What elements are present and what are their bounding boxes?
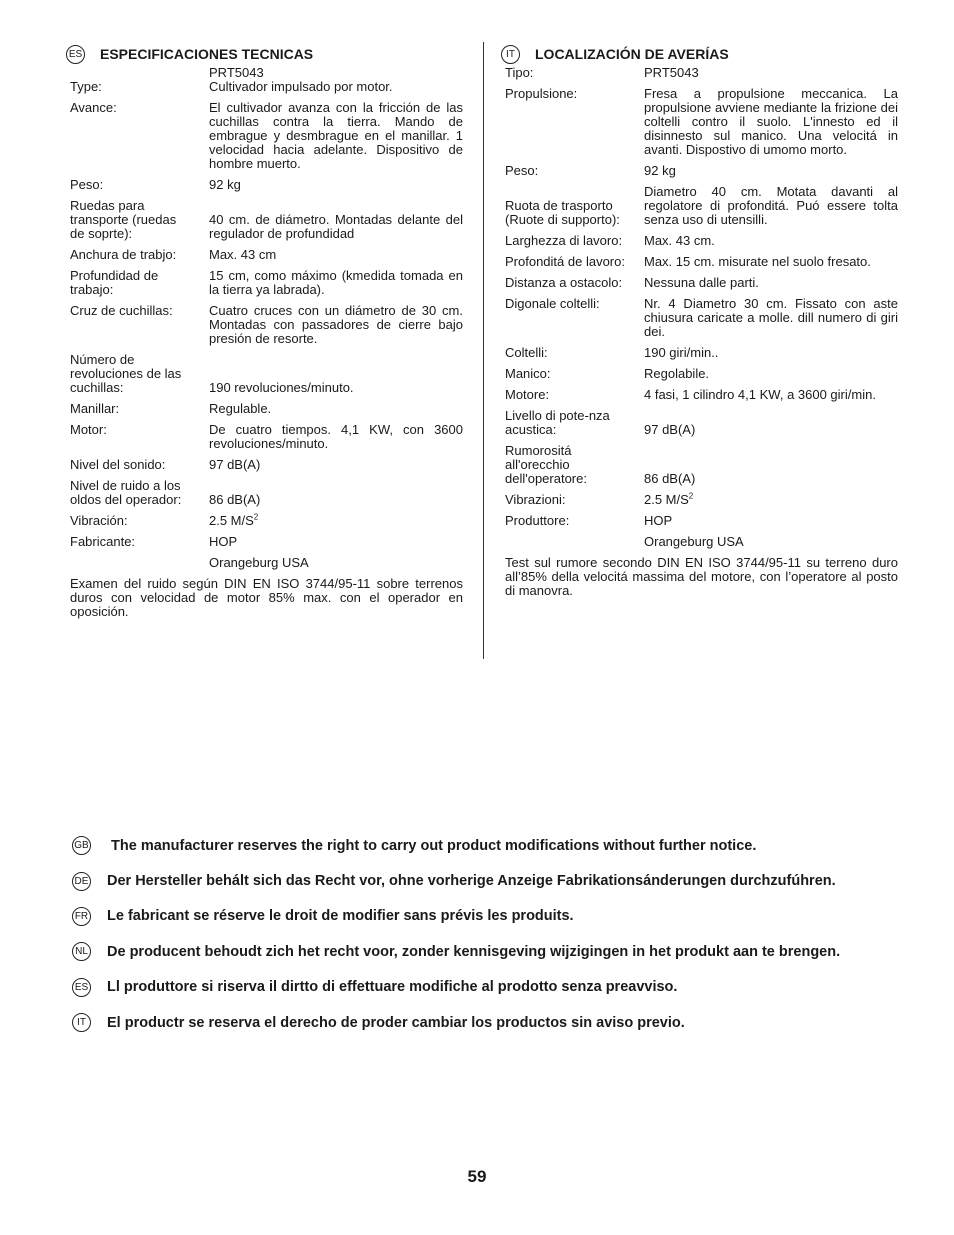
spec-value-text: [644, 388, 898, 402]
section-title-it: LOCALIZACIÓN DE AVERÍAS: [535, 46, 729, 62]
language-badge: DE: [72, 872, 91, 891]
spec-value: [209, 514, 463, 528]
spec-label-text: Cruz de cuchillas:: [70, 303, 173, 318]
spec-value: [644, 87, 898, 157]
spec-label: [505, 535, 644, 549]
spec-value-text: [209, 423, 463, 451]
language-badge: GB: [72, 836, 91, 855]
spec-label: [70, 101, 209, 171]
spec-label-text: Ruota de trasporto (Ruote di supporto):: [505, 198, 620, 227]
spec-label-text: Digonale coltelli:: [505, 296, 600, 311]
spec-value-main: 97 dB(A): [209, 457, 261, 472]
spec-value: [644, 164, 898, 178]
spec-column-es: [70, 42, 463, 619]
spec-label-text: Nivel de ruido a los oldos del operador:: [70, 478, 182, 507]
spec-label: [505, 444, 644, 486]
spec-label: [70, 199, 209, 241]
spec-value-main: El cultivador avanza con la fricción de las cuchillas contra la tierra. Mando de embrague y desmbrague en el manillar. 1 velocidad hacia adelante. Dispositivo de hombre muerto.: [209, 100, 463, 171]
spec-label: [505, 164, 644, 178]
spec-row: [70, 178, 463, 192]
notice-row: [72, 828, 902, 863]
spec-label-text: Anchura de trabjo:: [70, 247, 177, 262]
spec-value: [209, 199, 463, 241]
spec-value-text: [209, 458, 463, 472]
spec-value: [644, 185, 898, 227]
spec-value-text: [209, 178, 463, 192]
spec-value-main: PRT5043: [644, 65, 699, 80]
notice-text: The manufacturer reserves the right to carry out product modifications without further notice.: [107, 837, 757, 854]
spec-label: [505, 66, 644, 80]
noise-note-it: Test sul rumore secondo DIN EN ISO 3744/95-11 su terreno duro all’85% della velocitá massima del motore, con l’operatore al posto di manovra.: [505, 555, 898, 598]
spec-value-text: [644, 346, 898, 360]
notice-row: [72, 1005, 902, 1040]
spec-value: [644, 234, 898, 248]
spec-value-text: [209, 304, 463, 346]
spec-label-text: Peso:: [505, 163, 539, 178]
spec-label-text: Rumorositá all'orecchio dell'operatore:: [505, 443, 587, 486]
spec-value: [209, 458, 463, 472]
spec-value: [644, 66, 898, 80]
spec-value-main: De cuatro tiempos. 4,1 KW, con 3600 revoluciones/minuto.: [209, 422, 463, 451]
spec-value-main: 4 fasi, 1 cilindro 4,1 KW, a 3600 giri/min.: [644, 387, 876, 402]
spec-value-text: [209, 493, 463, 507]
superscript: 2: [688, 491, 694, 501]
noise-note-es: Examen del ruido según DIN EN ISO 3744/95-11 sobre terrenos duros con velocidad de motor 85% max. con el operador en oposición.: [70, 576, 463, 619]
spec-value-text: [644, 367, 898, 381]
spec-row: [70, 402, 463, 416]
spec-row: [70, 353, 463, 395]
spec-value-main: 190 revoluciones/minuto.: [209, 380, 354, 395]
spec-row: [505, 66, 898, 80]
language-badge: NL: [72, 942, 91, 961]
section-heading-es: [66, 42, 463, 66]
spec-value-text: [644, 493, 898, 507]
notice-text: Der Hersteller behált sich das Recht vor, ohne vorherige Anzeige Fabrikationsánderungen durchzufúhren.: [107, 873, 836, 890]
spec-row: [70, 248, 463, 262]
spec-label: [505, 409, 644, 437]
spec-label: [70, 178, 209, 192]
spec-value: [209, 101, 463, 171]
spec-value: [644, 297, 898, 339]
notice-text: Ll produttore si riserva il dirtto di effettuare modifiche al prodotto senza preavviso.: [107, 979, 678, 996]
spec-row: [505, 346, 898, 360]
spec-value: [644, 514, 898, 528]
spec-row: [505, 185, 898, 227]
spec-value-main: PRT5043 Cultivador impulsado por motor.: [209, 65, 393, 94]
spec-value-main: Fresa a propulsione meccanica. La propulsione avviene mediante la frizione dei coltelli contro il suolo. L'innesto ed il disinnesto sul manico. Una velocitá in avanti. Dispostivo di umomo morto.: [644, 86, 898, 157]
spec-label: [505, 234, 644, 248]
spec-row: [505, 234, 898, 248]
spec-value-text: [209, 101, 463, 171]
spec-value-text: [644, 87, 898, 157]
spec-label-text: Manillar:: [70, 401, 120, 416]
spec-label: [70, 269, 209, 297]
spec-value-main: Diametro 40 cm. Motata davanti al regolatore di profonditá. Puó essere tolta senza uso di utensilli.: [644, 184, 898, 227]
spec-label-text: Distanza a ostacolo:: [505, 275, 623, 290]
spec-label: [505, 276, 644, 290]
spec-value-text: [209, 535, 463, 549]
spec-label-text: Motor:: [70, 422, 107, 437]
spec-value-main: 15 cm, como máximo (kmedida tomada en la tierra ya labrada).: [209, 268, 463, 297]
notice-row: [72, 863, 902, 898]
language-badge-it: IT: [501, 45, 520, 64]
spec-value: [644, 444, 898, 486]
spec-value-main: HOP: [644, 513, 673, 528]
language-badge-es: ES: [66, 45, 85, 64]
spec-label-text: Manico:: [505, 366, 551, 381]
spec-row: [70, 269, 463, 297]
spec-value-text: [644, 276, 898, 290]
section-title-es: ESPECIFICACIONES TECNICAS: [100, 46, 314, 62]
spec-value-text: [644, 535, 898, 549]
spec-value: [209, 556, 463, 570]
spec-label: [70, 535, 209, 549]
spec-value-text: [644, 423, 898, 437]
spec-row: [70, 479, 463, 507]
spec-label-text: Vibración:: [70, 513, 128, 528]
spec-row: [70, 535, 463, 549]
spec-value: [209, 479, 463, 507]
spec-value-main: 190 giri/min..: [644, 345, 719, 360]
spec-label: [505, 493, 644, 507]
spec-value-main: Max. 15 cm. misurate nel suolo fresato.: [644, 254, 871, 269]
spec-label: [70, 353, 209, 395]
spec-row: [505, 276, 898, 290]
spec-value-main: 86 dB(A): [644, 471, 696, 486]
spec-label: [505, 297, 644, 339]
spec-column-it: [505, 42, 898, 598]
page-number: 59: [467, 1167, 487, 1186]
spec-value-main: 2.5 M/S: [644, 492, 689, 507]
spec-value: [644, 409, 898, 437]
spec-row: [505, 87, 898, 157]
notice-row: [72, 899, 902, 934]
spec-value-text: [644, 185, 898, 227]
spec-label: [70, 423, 209, 451]
spec-label-text: Larghezza di lavoro:: [505, 233, 623, 248]
spec-value: [209, 402, 463, 416]
spec-row: [505, 388, 898, 402]
language-badge: IT: [72, 1013, 91, 1032]
spec-label: [505, 255, 644, 269]
spec-label-text: Tipo:: [505, 65, 534, 80]
spec-label-text: Profundidad de trabajo:: [70, 268, 159, 297]
notice-row: [72, 934, 902, 969]
spec-value-text: [644, 66, 898, 80]
spec-row: [505, 409, 898, 437]
spec-label-text: Peso:: [70, 177, 104, 192]
section-heading-it: [501, 42, 898, 66]
spec-value-text: [209, 66, 463, 94]
spec-value-main: 92 kg: [209, 177, 241, 192]
spec-label: [505, 87, 644, 157]
spec-row: [505, 535, 898, 549]
spec-value-text: [209, 269, 463, 297]
spec-value: [209, 66, 463, 94]
superscript: 2: [253, 512, 259, 522]
spec-value-text: [644, 472, 898, 486]
spec-label-text: Ruedas para transporte (ruedas de soprte):: [70, 198, 177, 241]
spec-label: [70, 479, 209, 507]
spec-label: [505, 185, 644, 227]
spec-value: [209, 304, 463, 346]
spec-value-main: 97 dB(A): [644, 422, 696, 437]
spec-value-main: HOP: [209, 534, 238, 549]
spec-value-text: [644, 297, 898, 339]
spec-label: [70, 66, 209, 94]
spec-label-text: Número de revoluciones de las cuchillas:: [70, 352, 182, 395]
spec-label-text: Propulsione:: [505, 86, 578, 101]
spec-label: [505, 388, 644, 402]
column-divider: [483, 42, 484, 659]
spec-label-text: Vibrazioni:: [505, 492, 566, 507]
spec-row: [505, 255, 898, 269]
spec-value: [644, 535, 898, 549]
spec-value: [644, 493, 898, 507]
spec-value-text: [209, 381, 463, 395]
modification-notices: [72, 828, 902, 1040]
spec-value-text: [644, 255, 898, 269]
spec-value: [209, 353, 463, 395]
spec-label-text: Motore:: [505, 387, 550, 402]
spec-row: [70, 556, 463, 570]
spec-row: [505, 164, 898, 178]
spec-value-text: [644, 234, 898, 248]
spec-label: [505, 346, 644, 360]
spec-value-main: Max. 43 cm: [209, 247, 277, 262]
spec-label-text: Type:: [70, 79, 102, 94]
spec-row: [70, 423, 463, 451]
spec-value: [644, 255, 898, 269]
notice-text: El productr se reserva el derecho de proder cambiar los productos sin aviso previo.: [107, 1014, 685, 1031]
language-badge: ES: [72, 978, 91, 997]
spec-value-main: Regolabile.: [644, 366, 710, 381]
notice-text: Le fabricant se réserve le droit de modifier sans prévis les produits.: [107, 908, 574, 925]
spec-row: [505, 367, 898, 381]
language-badge: FR: [72, 907, 91, 926]
notice-row: [72, 970, 902, 1005]
spec-value-main: Nr. 4 Diametro 30 cm. Fissato con aste chiusura caricate a molle. dill numero di giri dei.: [644, 296, 898, 339]
spec-value-main: Max. 43 cm.: [644, 233, 715, 248]
spec-row: [70, 101, 463, 171]
spec-value: [209, 178, 463, 192]
spec-row: [70, 66, 463, 94]
spec-value: [209, 423, 463, 451]
spec-row: [70, 304, 463, 346]
spec-value: [209, 248, 463, 262]
spec-value: [644, 276, 898, 290]
spec-label-text: Produttore:: [505, 513, 570, 528]
spec-value-main: 86 dB(A): [209, 492, 261, 507]
spec-row: [70, 458, 463, 472]
spec-value-main: Cuatro cruces con un diámetro de 30 cm. Montadas con passadores de cierre bajo presión de resorte.: [209, 303, 463, 346]
spec-value-text: [209, 213, 463, 241]
spec-label-text: Nivel del sonido:: [70, 457, 166, 472]
spec-value-text: [644, 514, 898, 528]
spec-value-text: [644, 164, 898, 178]
spec-value: [209, 535, 463, 549]
spec-label: [70, 248, 209, 262]
spec-row: [70, 514, 463, 528]
spec-row: [70, 199, 463, 241]
spec-value: [644, 346, 898, 360]
spec-value-main: Orangeburg USA: [644, 534, 744, 549]
spec-row: [505, 297, 898, 339]
spec-value-text: [209, 402, 463, 416]
spec-label-text: Coltelli:: [505, 345, 548, 360]
spec-value: [209, 269, 463, 297]
spec-value-main: 92 kg: [644, 163, 676, 178]
spec-label-text: Fabricante:: [70, 534, 136, 549]
spec-label: [505, 367, 644, 381]
spec-label-text: Livello di pote-nza acustica:: [505, 408, 610, 437]
spec-value-text: [209, 514, 463, 528]
spec-value-text: [209, 556, 463, 570]
spec-value-text: [209, 248, 463, 262]
notice-text: De producent behoudt zich het recht voor, zonder kennisgeving wijzigingen in het produkt aan te brengen.: [107, 943, 841, 960]
spec-label-text: Avance:: [70, 100, 117, 115]
spec-value-main: 2.5 M/S: [209, 513, 254, 528]
spec-value: [644, 388, 898, 402]
spec-label: [70, 514, 209, 528]
spec-label: [70, 402, 209, 416]
spec-label-text: Profonditá de lavoro:: [505, 254, 625, 269]
spec-label: [70, 304, 209, 346]
spec-label: [70, 458, 209, 472]
spec-value-main: 40 cm. de diámetro. Montadas delante del regulador de profundidad: [209, 212, 463, 241]
spec-label: [505, 514, 644, 528]
spec-value-main: Regulable.: [209, 401, 272, 416]
spec-label: [70, 556, 209, 570]
spec-table-it: [505, 66, 898, 549]
spec-value-main: Orangeburg USA: [209, 555, 309, 570]
spec-table-es: [70, 66, 463, 570]
spec-row: [505, 493, 898, 507]
spec-value: [644, 367, 898, 381]
spec-row: [505, 514, 898, 528]
spec-row: [505, 444, 898, 486]
spec-value-main: Nessuna dalle parti.: [644, 275, 759, 290]
